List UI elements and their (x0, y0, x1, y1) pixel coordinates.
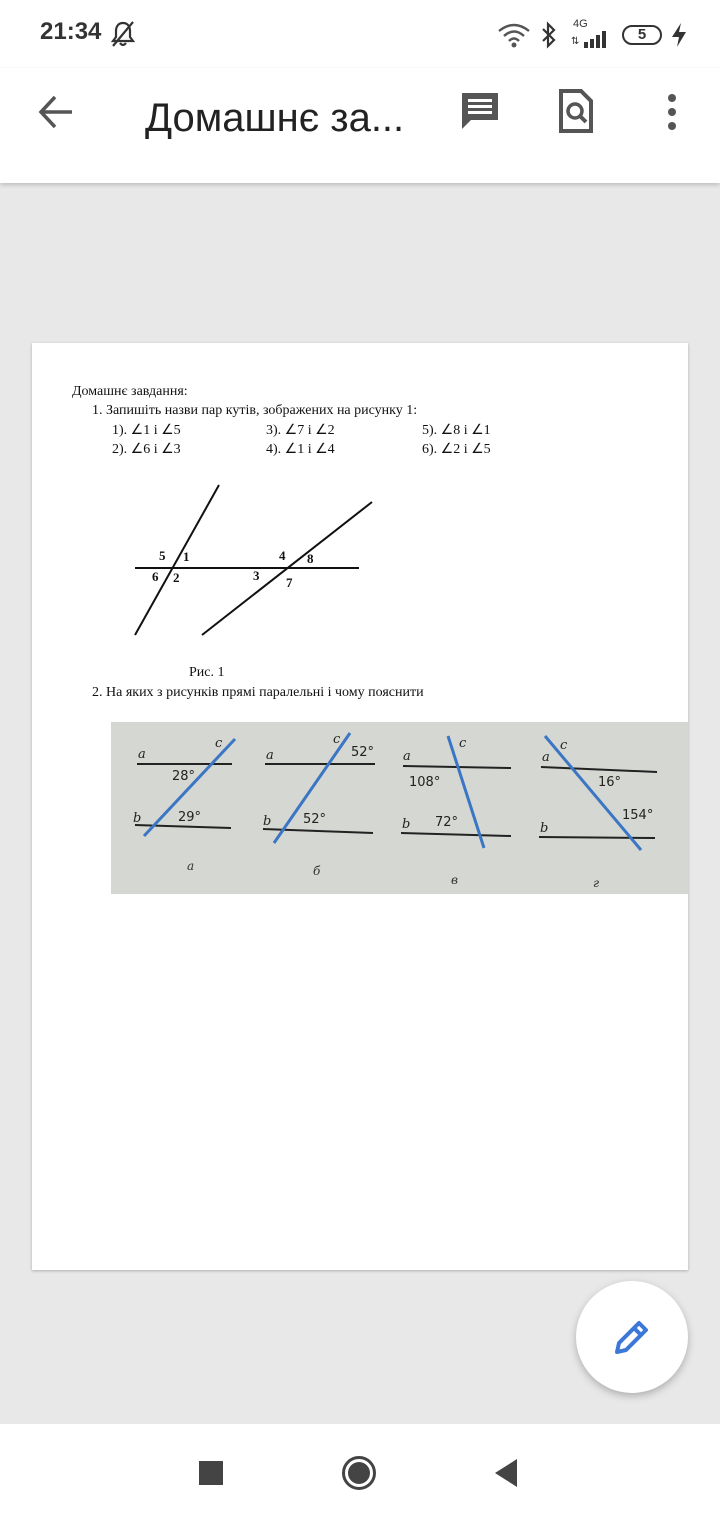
svg-text:52°: 52° (303, 812, 327, 827)
back-arrow-icon[interactable] (36, 92, 76, 132)
recent-apps-icon[interactable] (199, 1461, 223, 1485)
angle-pair: 2). ∠6 і ∠3 (112, 442, 181, 457)
svg-text:⇅: ⇅ (571, 36, 580, 47)
angle-pair: 5). ∠8 і ∠1 (422, 423, 491, 438)
figure-panel-b (263, 732, 375, 878)
angle-label-5: 5 (159, 548, 166, 563)
battery-icon: 5 (622, 25, 662, 45)
angle-pair: 4). ∠1 і ∠4 (266, 442, 335, 457)
svg-text:c: c (560, 738, 568, 753)
document-title: Домашнє за... (145, 96, 405, 140)
status-bar (0, 0, 720, 68)
svg-text:b: b (540, 821, 549, 836)
svg-text:в: в (451, 873, 458, 887)
figure-panel-v (401, 736, 511, 887)
svg-text:16°: 16° (598, 775, 622, 790)
svg-text:72°: 72° (435, 815, 459, 830)
svg-text:108°: 108° (409, 775, 441, 790)
svg-text:г: г (593, 876, 600, 890)
transversal-left (135, 485, 219, 635)
svg-text:a: a (138, 747, 146, 762)
svg-text:c: c (459, 736, 467, 751)
back-triangle-icon[interactable] (493, 1458, 519, 1488)
comment-icon[interactable] (459, 90, 501, 132)
textbook-figures (111, 722, 688, 894)
angle-label-7: 7 (286, 575, 293, 590)
task2-title: 2. На яких з рисунків прямі паралельні і чому пояснити (92, 685, 424, 700)
svg-text:c: c (215, 736, 223, 751)
angle-label-6: 6 (152, 569, 159, 584)
system-nav-bar (0, 1424, 720, 1520)
angle-label-8: 8 (307, 551, 314, 566)
svg-text:б: б (313, 864, 321, 878)
svg-text:a: a (266, 748, 274, 763)
svg-text:29°: 29° (178, 810, 202, 825)
edit-pencil-icon (612, 1317, 652, 1357)
angle-label-2: 2 (173, 570, 180, 585)
wifi-icon (497, 22, 531, 48)
figure-panel-g (539, 736, 657, 890)
angle-pair: 1). ∠1 і ∠5 (112, 423, 181, 438)
home-icon[interactable] (341, 1455, 377, 1491)
angle-label-3: 3 (253, 568, 260, 583)
svg-text:52°: 52° (351, 745, 375, 760)
svg-text:b: b (263, 814, 272, 829)
angle-label-4: 4 (279, 548, 286, 563)
svg-text:b: b (402, 817, 411, 832)
app-bar (0, 68, 720, 183)
svg-text:28°: 28° (172, 769, 196, 784)
svg-text:a: a (403, 749, 411, 764)
angle-pair: 6). ∠2 і ∠5 (422, 442, 491, 457)
textbook-figures-photo (111, 722, 688, 894)
figure-panel-a (133, 736, 235, 873)
angle-label-1: 1 (183, 549, 190, 564)
signal-icon (571, 30, 611, 48)
charging-icon (670, 22, 688, 48)
svg-text:c: c (333, 732, 341, 747)
task1-title: 1. Запишіть назви пар кутів, зображених на рисунку 1: (92, 403, 418, 418)
more-vert-icon[interactable] (664, 92, 680, 132)
figure-1-caption: Рис. 1 (189, 665, 225, 680)
svg-text:а: а (187, 859, 195, 873)
svg-text:154°: 154° (622, 808, 654, 823)
find-in-page-icon[interactable] (558, 88, 594, 134)
bell-off-icon (110, 20, 136, 48)
status-time: 21:34 (40, 18, 102, 45)
svg-text:a: a (542, 750, 550, 765)
bluetooth-icon (540, 21, 558, 49)
figure-1-diagram (127, 478, 377, 643)
angle-pair: 3). ∠7 і ∠2 (266, 423, 335, 438)
network-type-label: 4G (573, 18, 588, 30)
document-page (32, 343, 688, 1270)
doc-heading: Домашнє завдання: (72, 384, 188, 399)
svg-text:b: b (133, 811, 142, 826)
edit-fab-button[interactable] (576, 1281, 688, 1393)
